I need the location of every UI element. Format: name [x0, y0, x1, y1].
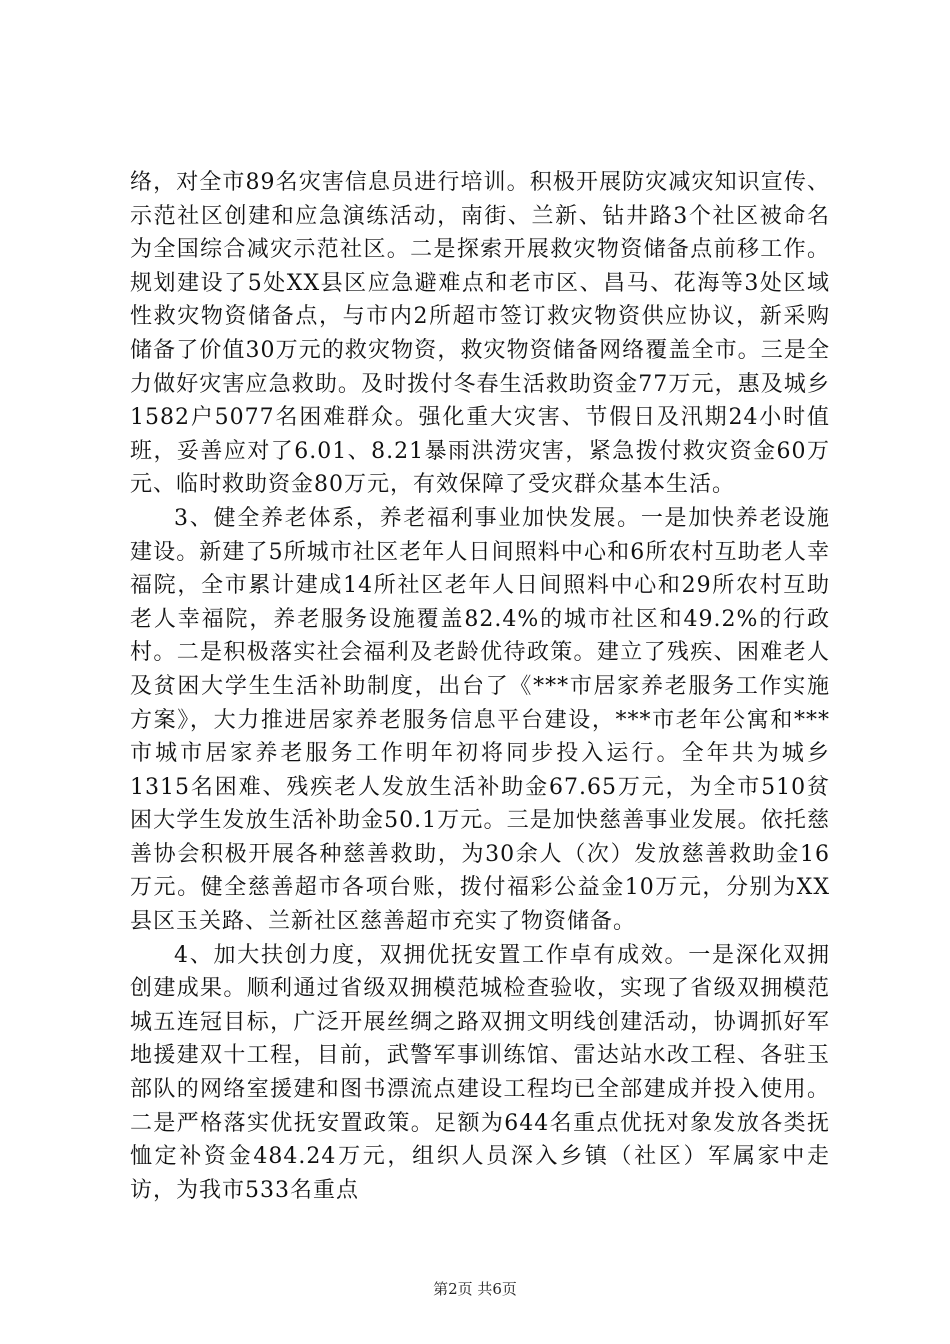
document-body — [130, 166, 830, 1207]
paragraph-disaster-relief: 络，对全市89名灾害信息员进行培训。积极开展防灾减灾知识宣传、示范社区创建和应急演练活动，南街、兰新、钻井路3个社区被命名为全国综合减灾示范社区。二是探索开展救灾物资储备点前移工作。规划建设了5处XX县区应急避难点和老市区、昌马、花海等3处区域性救灾物资储备点，与市内2所超市签订救灾物资供应协议，新采购储备了价值30万元的救灾物资，救灾物资储备网络覆盖全市。三是全力做好灾害应急救助。及时拨付冬春生活救助资金77万元，惠及城乡1582户5077名困难群众。强化重大灾害、节假日及汛期24小时值班，妥善应对了6.01、8.21暴雨洪涝灾害，紧急拨付救灾资金60万元、临时救助资金80万元，有效保障了受灾群众基本生活。 — [130, 170, 830, 498]
paragraph-elderly-care: 3、健全养老体系，养老福利事业加快发展。一是加快养老设施建设。新建了5所城市社区老年人日间照料中心和6所农村互助老人幸福院，全市累计建成14所社区老年人日间照料中心和29所农村互助老人幸福院，养老服务设施覆盖82.4%的城市社区和49.2%的行政村。二是积极落实社会福利及老龄优待政策。建立了残疾、困难老人及贫困大学生生活补助制度，出台了《***市居家养老服务工作实施方案》，大力推进居家养老服务信息平台建设，***市老年公寓和***市城市居家养老服务工作明年初将同步投入运行。全年共为城乡1315名困难、残疾老人发放生活补助金67.65万元，为全市510贫困大学生发放生活补助金50.1万元。三是加快慈善事业发展。依托慈善协会积极开展各种慈善救助，为30余人（次）发放慈善救助金16万元。健全慈善超市各项台账，拨付福彩公益金10万元，分别为XX县区玉关路、兰新社区慈善超市充实了物资储备。 — [130, 505, 830, 935]
paragraph-military-support: 4、加大扶创力度，双拥优抚安置工作卓有成效。一是深化双拥创建成果。顺利通过省级双拥模范城检查验收，实现了省级双拥模范城五连冠目标，广泛开展丝绸之路双拥文明线创建活动，协调抓好军地援建双十工程，目前，武警军事训练馆、雷达站水改工程、各驻玉部队的网络室援建和图书漂流点建设工程均已全部建成并投入使用。二是严格落实优抚安置政策。足额为644名重点优抚对象发放各类抚恤定补资金484.24万元，组织人员深入乡镇（社区）军属家中走访，为我市533名重点 — [130, 942, 830, 1203]
page-footer: 第2页 共6页 — [433, 1280, 517, 1298]
